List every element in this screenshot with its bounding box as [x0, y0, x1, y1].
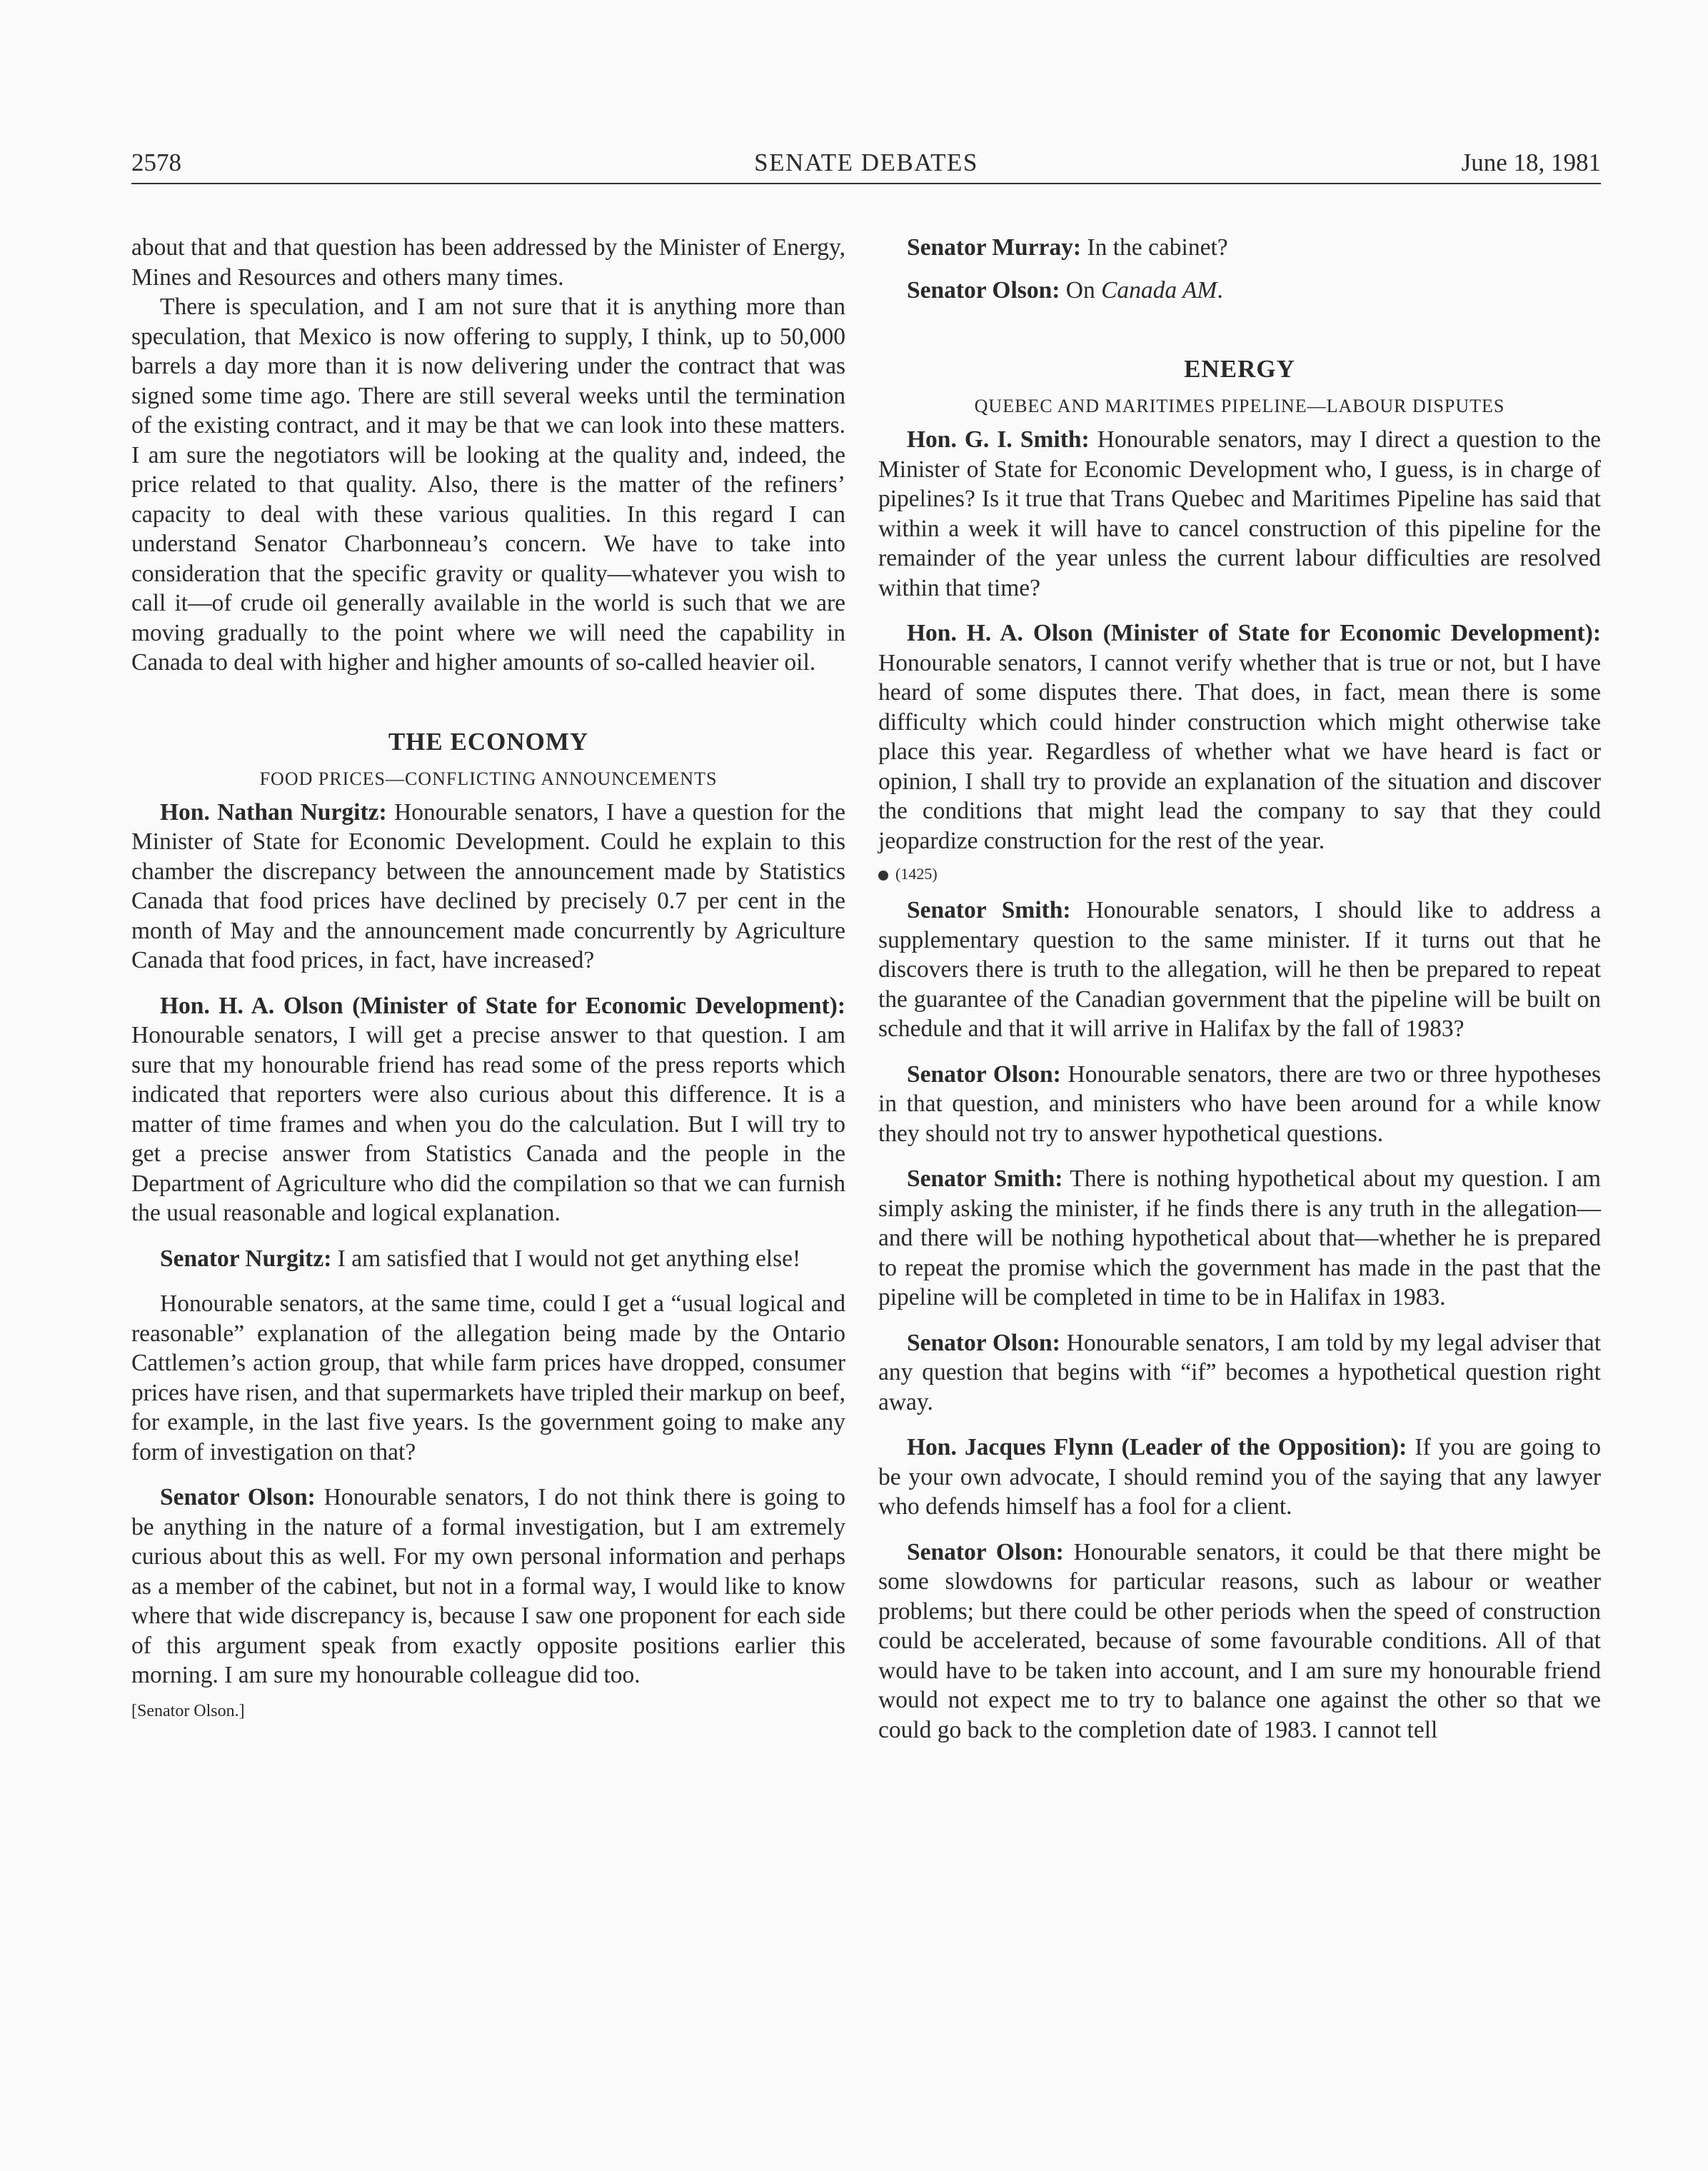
section-title: THE ECONOMY: [388, 727, 589, 756]
speech-text: Honourable senators, I cannot verify whether that is true or not, but I have heard of some disputes there. That does, in fact, mean there is some difficulty which could hinder construction which might otherwise take place this year. Regardless of whether what we have heard is fact or opinion, I shall try to provide an explanation of the situation and discover the conditions that might lead the company to say that they could jeopardize construction for the rest of the year.: [878, 649, 1601, 854]
speech: [878, 425, 1601, 603]
speaker-name: Senator Olson:: [907, 1538, 1064, 1565]
speech-text: Honourable senators, there are two or three hypotheses in that question, and ministers who have been around for a while know they should not try to answer hypothetical questions.: [878, 1061, 1601, 1147]
speech-text: There is nothing hypothetical about my question. I am simply asking the minister, if he finds there is any truth in the allegation—and there will be nothing hypothetical about that—whether he is prepared to repeat the promise which the government has made in the past that the pipeline will be completed in time to be in Halifax in 1983.: [878, 1165, 1601, 1310]
speaker-name: Senator Olson:: [160, 1484, 316, 1510]
section-title: ENERGY: [1184, 355, 1295, 383]
speech-text: Honourable senators, it could be that there might be some slowdowns for particular reasons, such as labour or weather problems; but there could be other periods when the speed of construction could be accelerated, because of some favourable conditions. All of that would have to be taken into account, and I am sure my honourable friend would not expect me to try to balance one against the other so that we could go back to the completion date of 1983. I cannot tell: [878, 1538, 1601, 1743]
section-subtitle: QUEBEC AND MARITIMES PIPELINE—LABOUR DISPUTES: [974, 396, 1505, 416]
speaker-name: Senator Smith:: [907, 897, 1071, 923]
speech-text: .: [1217, 276, 1223, 304]
page-footer-note: [Senator Olson.]: [131, 1701, 245, 1720]
publication-title: SENATE DEBATES: [754, 149, 978, 176]
speech: [878, 1433, 1601, 1522]
speaker-name: Senator Smith:: [907, 1165, 1063, 1192]
speaker-name: Hon. H. A. Olson (Minister of State for Economic Development):: [160, 992, 845, 1019]
speech: [878, 276, 1601, 306]
speaker-name: Senator Olson:: [907, 276, 1060, 304]
speaker-name: Senator Murray:: [907, 234, 1082, 261]
left-column: [131, 233, 845, 1721]
speech: [878, 618, 1601, 856]
page-number: 2578: [131, 149, 181, 176]
speaker-name: Hon. Nathan Nurgitz:: [160, 798, 387, 826]
speech: [878, 1060, 1601, 1149]
speech: [878, 896, 1601, 1044]
speech: [878, 1538, 1601, 1745]
speech: [131, 991, 845, 1228]
speech: [878, 1328, 1601, 1418]
speech-text: Honourable senators, I do not think there is going to be anything in the nature of a formal investigation, but I am extremely curious about this as well. For my own personal information and perhaps as a member of the cabinet, but not in a formal way, I would like to know where that wide discrepancy is, because I saw one proponent for each side of this argument speak from exactly opposite positions earlier this morning. I am sure my honourable colleague did too.: [131, 1484, 846, 1688]
page-header: [131, 146, 1601, 184]
time-marker: [878, 860, 1601, 888]
speech-text: On: [1060, 276, 1102, 304]
speaker-name: Senator Nurgitz:: [160, 1245, 332, 1272]
speech-text: Honourable senators, I will get a precise answer to that question. I am sure that my honourable friend has read some of the press reports which indicated that reporters were also curious about this difference. It is a matter of time frames and when you do the calculation. But I will try to get a precise answer from Statistics Canada and the people in the Department of Agriculture who did the compilation so that we can furnish the usual reasonable and logical explanation.: [131, 1022, 845, 1226]
time-marker-text: (1425): [895, 865, 938, 883]
bullet-icon: [878, 871, 888, 881]
speech-text: I am satisfied that I would not get anything else!: [331, 1245, 801, 1272]
section-subtitle: FOOD PRICES—CONFLICTING ANNOUNCEMENTS: [259, 768, 718, 789]
speech-text: Honourable senators, I have a question for the Minister of State for Economic Development. Could he explain to this chamber the discrepancy between the announcement made by Statistics Canada that food prices have declined by precisely 0.7 per cent in the month of May and the announcement made concurrently by Agriculture Canada that food prices, in fact, have increased?: [131, 798, 845, 973]
paragraph: about that and that question has been addressed by the Minister of Energy, Mines and Resources and others many times.: [131, 234, 845, 291]
program-title: Canada AM: [1101, 276, 1217, 304]
speech-text: Honourable senators, may I direct a question to the Minister of State for Economic Development who, I guess, is in charge of pipelines? Is it true that Trans Quebec and Maritimes Pipeline has said that within a week it will have to cancel construction of this pipeline for the remainder of the year unless the current labour difficulties are resolved within that time?: [878, 426, 1601, 601]
speech: [131, 1483, 845, 1690]
speaker-name: Hon. G. I. Smith:: [907, 426, 1090, 453]
right-column: [878, 233, 1601, 1745]
speaker-name: Hon. H. A. Olson (Minister of State for Economic Development):: [907, 620, 1601, 646]
page-date: June 18, 1981: [1461, 149, 1601, 176]
speech: [131, 798, 845, 976]
speech-text: If you are going to be your own advocate, I should remind you of the saying that any lawyer who defends himself has a fool for a client.: [878, 1434, 1601, 1520]
speaker-name: Senator Olson:: [907, 1061, 1061, 1088]
speech: [878, 233, 1601, 263]
speech: [878, 1164, 1601, 1313]
paragraph: There is speculation, and I am not sure that it is anything more than speculation, that Mexico is now offering to supply, I think, up to 50,000 barrels a day more than it is now delivering under the contract that was signed some time ago. There are still several weeks until the termination of the existing contract, and it may be that we can look into these matters. I am sure the negotiators will be looking at the quality and, indeed, the price related to that quality. Also, there is the matter of the refiners’ capacity to deal with these various qualities. In this regard I can understand Senator Charbonneau’s concern. We have to take into consideration that the specific gravity or quality—whatever you wish to call it—of crude oil generally available in the world is such that we are moving gradually to the point where we will need the capability in Canada to deal with higher and higher amounts of so-called heavier oil.: [131, 294, 845, 676]
speaker-name: Senator Olson:: [907, 1329, 1060, 1356]
speech-text: In the cabinet?: [1081, 234, 1228, 261]
speech-text: Honourable senators, I should like to address a supplementary question to the same minister. If it turns out that he discovers there is truth to the allegation, will he then be prepared to repeat the guarantee of the Canadian government that the pipeline will be built on schedule and that it will arrive in Halifax by the fall of 1983?: [878, 897, 1602, 1042]
speaker-name: Hon. Jacques Flynn (Leader of the Opposition):: [907, 1434, 1407, 1460]
speech-text: Honourable senators, I am told by my legal adviser that any question that begins with “if” becomes a hypothetical question right away.: [878, 1329, 1601, 1415]
paragraph: Honourable senators, at the same time, could I get a “usual logical and reasonable” explanation of the allegation being made by the Ontario Cattlemen’s action group, that while farm prices have dropped, consumer prices have risen, and that supermarkets have tripled their markup on beef, for example, in the last five years. Is the government going to make any form of investigation on that?: [131, 1290, 845, 1465]
speech: [131, 1244, 845, 1274]
